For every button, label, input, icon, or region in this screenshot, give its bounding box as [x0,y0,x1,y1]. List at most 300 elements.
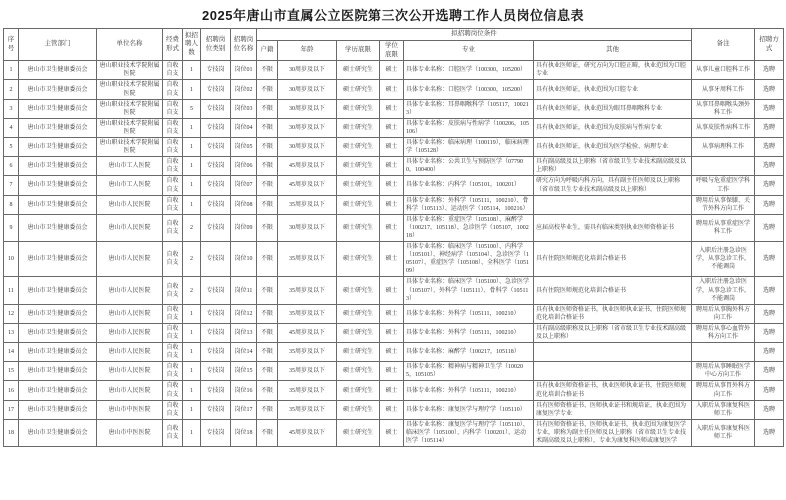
cell-hukou: 不限 [257,99,278,118]
cell-major: 具体专业名称：临床医学（105100）、急诊医学（105107）、外科学（105111）、骨科学（105113） [404,277,534,304]
cell-remark: 入职后从事康复科医师工作 [692,419,755,446]
cell-method: 选聘 [755,138,784,157]
cell-seq: 4 [4,118,19,137]
cell-seq: 2 [4,80,19,99]
cell-unit: 唐山职业技术学院附属医院 [97,138,163,157]
cell-age: 35周岁及以下 [278,242,337,277]
cell-edu: 硕士研究生 [337,242,380,277]
cell-category: 专技岗 [201,176,231,195]
header-edu: 学历底限 [337,40,380,61]
cell-edu: 硕士研究生 [337,381,380,400]
cell-funding: 自收自支 [163,304,183,323]
header-major: 专业 [404,40,534,61]
cell-major: 具体专业名称：临床医学（105100）、内科学（105101）、神经病学（105104）、急诊医学（105107）、重症医学（105108）、全科医学（105109） [404,242,534,277]
cell-dept: 唐山市卫生健康委员会 [19,400,97,419]
cell-edu: 硕士研究生 [337,118,380,137]
cell-post: 岗位03 [231,99,257,118]
cell-funding: 自收自支 [163,138,183,157]
cell-major: 具体专业名称：麻醉学（100217，105118） [404,343,534,362]
cell-dept: 唐山市卫生健康委员会 [19,138,97,157]
cell-dept: 唐山市卫生健康委员会 [19,99,97,118]
cell-major: 具体专业名称：口腔医学（100300，105200） [404,80,534,99]
header-funding: 经费形式 [163,29,183,61]
table-row [4,99,784,118]
cell-edu: 硕士研究生 [337,138,380,157]
cell-degree: 硕士 [380,61,404,80]
table-row [4,362,784,381]
cell-hukou: 不限 [257,400,278,419]
cell-funding: 自收自支 [163,400,183,419]
cell-other: 具有医师资格证书、医师执业证书，执业范围为康复医学专业，职称为副主任医师及以上职称（省市级卫生专业技术副高级及以上职称），专业为康复科医师或康复医学 [534,419,692,446]
cell-degree: 硕士 [380,277,404,304]
cell-count: 1 [183,381,201,400]
cell-count: 1 [183,362,201,381]
cell-funding: 自收自支 [163,381,183,400]
cell-other: 具有执业医师资格证书，执业医师执业证书，住院医师规范化培训合格证书 [534,304,692,323]
cell-edu: 硕士研究生 [337,362,380,381]
table-row [4,138,784,157]
cell-remark: 呼吸与危重症医学科工作 [692,176,755,195]
job-positions-table [3,28,784,447]
cell-funding: 自收自支 [163,157,183,176]
cell-degree: 硕士 [380,176,404,195]
cell-seq: 5 [4,138,19,157]
header-count: 拟招聘人数 [183,29,201,61]
cell-major: 具体专业名称：公共卫生与预防医学（077900，100400） [404,157,534,176]
cell-method: 选聘 [755,343,784,362]
cell-count: 1 [183,323,201,342]
cell-unit: 唐山市人民医院 [97,323,163,342]
cell-seq: 10 [4,242,19,277]
cell-hukou: 不限 [257,242,278,277]
cell-funding: 自收自支 [163,80,183,99]
table-row [4,323,784,342]
cell-seq: 13 [4,323,19,342]
cell-remark: 入职后从事康复科医师工作 [692,400,755,419]
cell-age: 35周岁及以下 [278,277,337,304]
cell-age: 35周岁及以下 [278,400,337,419]
cell-post: 岗位14 [231,343,257,362]
table-row [4,277,784,304]
cell-major: 具体专业名称：外科学（105111，100210） [404,323,534,342]
cell-post: 岗位15 [231,362,257,381]
header-seq: 序号 [4,29,19,61]
cell-major: 具体专业名称：外科学（105111，100210）、骨科学（105113）、运动医学（105114，100216） [404,195,534,214]
cell-age: 30周岁及以下 [278,61,337,80]
cell-unit: 唐山市人民医院 [97,214,163,241]
cell-unit: 唐山市人民医院 [97,381,163,400]
cell-remark: 聘用后从事心血管外科方向工作 [692,323,755,342]
cell-post: 岗位08 [231,195,257,214]
cell-count: 2 [183,214,201,241]
cell-degree: 硕士 [380,343,404,362]
cell-seq: 9 [4,214,19,241]
cell-dept: 唐山市卫生健康委员会 [19,118,97,137]
cell-age: 45周岁及以下 [278,157,337,176]
cell-degree: 硕士 [380,99,404,118]
cell-hukou: 不限 [257,80,278,99]
cell-funding: 自收自支 [163,61,183,80]
cell-dept: 唐山市卫生健康委员会 [19,61,97,80]
cell-hukou: 不限 [257,277,278,304]
table-row [4,118,784,137]
cell-unit: 唐山市人民医院 [97,195,163,214]
cell-count: 1 [183,138,201,157]
table-row [4,343,784,362]
cell-age: 30周岁及以下 [278,118,337,137]
cell-method: 选聘 [755,118,784,137]
cell-post: 岗位16 [231,381,257,400]
table-row [4,304,784,323]
cell-major: 具体专业名称：耳鼻咽喉科学（105117，100213） [404,99,534,118]
cell-major: 具体专业名称：康复医学与理疗学（105110） [404,400,534,419]
table-row [4,176,784,195]
cell-other: 具有执业医师证，执业范围为口腔专业 [534,80,692,99]
cell-remark: 聘用后从事睡眠医学中心方向工作 [692,362,755,381]
cell-method: 选聘 [755,80,784,99]
cell-post: 岗位02 [231,80,257,99]
cell-post: 岗位06 [231,157,257,176]
header-method: 招聘方式 [755,29,784,61]
cell-method: 选聘 [755,323,784,342]
cell-unit: 唐山市工人医院 [97,157,163,176]
cell-degree: 硕士 [380,400,404,419]
cell-age: 35周岁及以下 [278,362,337,381]
cell-hukou: 不限 [257,195,278,214]
cell-hukou: 不限 [257,343,278,362]
cell-category: 专技岗 [201,195,231,214]
cell-method: 选聘 [755,419,784,446]
cell-age: 35周岁及以下 [278,195,337,214]
cell-major: 具体专业名称：外科学（105111，100210） [404,304,534,323]
cell-seq: 16 [4,381,19,400]
cell-degree: 硕士 [380,214,404,241]
cell-category: 专技岗 [201,362,231,381]
cell-other: 具有执业医师证，执业范围为眼耳鼻咽喉科专业 [534,99,692,118]
cell-edu: 硕士研究生 [337,99,380,118]
cell-post: 岗位04 [231,118,257,137]
cell-degree: 硕士 [380,118,404,137]
cell-hukou: 不限 [257,61,278,80]
cell-age: 35周岁及以下 [278,304,337,323]
cell-method: 选聘 [755,304,784,323]
cell-degree: 硕士 [380,323,404,342]
cell-method: 选聘 [755,242,784,277]
cell-major: 具体专业名称：临床病理（100119），临床病理学（105128） [404,138,534,157]
cell-other: 具有执业医师证，执业范围为皮肤病与性病专业 [534,118,692,137]
cell-major: 具体专业名称：内科学（105101，100201） [404,176,534,195]
cell-degree: 硕士 [380,157,404,176]
cell-dept: 唐山市卫生健康委员会 [19,343,97,362]
cell-post: 岗位05 [231,138,257,157]
cell-post: 岗位10 [231,242,257,277]
cell-age: 30周岁及以下 [278,99,337,118]
cell-degree: 硕士 [380,304,404,323]
cell-hukou: 不限 [257,176,278,195]
cell-remark: 从事牙周科工作 [692,80,755,99]
cell-method: 选聘 [755,400,784,419]
cell-seq: 18 [4,419,19,446]
cell-post: 岗位18 [231,419,257,446]
cell-count: 5 [183,99,201,118]
cell-seq: 12 [4,304,19,323]
cell-edu: 硕士研究生 [337,195,380,214]
cell-method: 选聘 [755,195,784,214]
cell-hukou: 不限 [257,214,278,241]
cell-edu: 硕士研究生 [337,323,380,342]
cell-major: 具体专业名称：重症医学（105108）、麻醉学（100217，105118）、急诊医学（105107，100218） [404,214,534,241]
cell-unit: 唐山职业技术学院附属医院 [97,99,163,118]
cell-count: 1 [183,61,201,80]
table-body [4,61,784,447]
cell-dept: 唐山市卫生健康委员会 [19,80,97,99]
header-dept: 主管部门 [19,29,97,61]
cell-post: 岗位17 [231,400,257,419]
cell-edu: 硕士研究生 [337,277,380,304]
cell-other: 具有执业医师资格证书，执业医师执业证书，住院医师规范化培训合格证书 [534,381,692,400]
cell-hukou: 不限 [257,304,278,323]
cell-funding: 自收自支 [163,118,183,137]
cell-count: 1 [183,343,201,362]
cell-dept: 唐山市卫生健康委员会 [19,195,97,214]
cell-remark: 聘用后从事胃外科方向工作 [692,381,755,400]
cell-age: 45周岁及以下 [278,176,337,195]
cell-hukou: 不限 [257,362,278,381]
cell-seq: 7 [4,176,19,195]
cell-unit: 唐山市人民医院 [97,304,163,323]
cell-age: 45周岁及以下 [278,419,337,446]
cell-category: 专技岗 [201,157,231,176]
cell-category: 专技岗 [201,138,231,157]
cell-remark: 从事儿童口腔科工作 [692,61,755,80]
cell-method: 选聘 [755,362,784,381]
cell-edu: 硕士研究生 [337,214,380,241]
cell-post: 岗位11 [231,277,257,304]
cell-edu: 硕士研究生 [337,400,380,419]
cell-count: 1 [183,195,201,214]
cell-other [534,343,692,362]
cell-age: 30周岁及以下 [278,80,337,99]
cell-seq: 1 [4,61,19,80]
cell-method: 选聘 [755,176,784,195]
cell-dept: 唐山市卫生健康委员会 [19,242,97,277]
cell-dept: 唐山市卫生健康委员会 [19,157,97,176]
table-row [4,195,784,214]
cell-funding: 自收自支 [163,99,183,118]
cell-count: 1 [183,157,201,176]
page-title: 2025年唐山市直属公立医院第三次公开选聘工作人员岗位信息表 [202,8,584,23]
cell-major: 具体专业名称：口腔医学（100300，105200） [404,61,534,80]
cell-edu: 硕士研究生 [337,304,380,323]
cell-funding: 自收自支 [163,343,183,362]
cell-post: 岗位12 [231,304,257,323]
cell-unit: 唐山市中医医院 [97,400,163,419]
cell-category: 专技岗 [201,80,231,99]
cell-post: 岗位07 [231,176,257,195]
cell-edu: 硕士研究生 [337,176,380,195]
table-row [4,157,784,176]
header-age: 年龄 [278,40,337,61]
cell-dept: 唐山市卫生健康委员会 [19,176,97,195]
cell-category: 专技岗 [201,99,231,118]
cell-age: 30周岁及以下 [278,138,337,157]
cell-count: 2 [183,242,201,277]
cell-remark [692,157,755,176]
cell-seq: 11 [4,277,19,304]
header-other: 其他 [534,40,692,61]
cell-age: 35周岁及以下 [278,343,337,362]
cell-method: 选聘 [755,61,784,80]
cell-funding: 自收自支 [163,242,183,277]
cell-age: 35周岁及以下 [278,381,337,400]
cell-category: 专技岗 [201,381,231,400]
cell-degree: 硕士 [380,242,404,277]
cell-count: 1 [183,304,201,323]
cell-unit: 唐山职业技术学院附属医院 [97,80,163,99]
cell-degree: 硕士 [380,138,404,157]
cell-seq: 6 [4,157,19,176]
cell-funding: 自收自支 [163,419,183,446]
cell-method: 选聘 [755,277,784,304]
cell-major: 具体专业名称：康复医学与理疗学（105110）、临床医学（105100）、内科学（100201）、运动医学（105114） [404,419,534,446]
header-conditions-group: 拟招聘岗位条件 [257,29,692,41]
cell-major: 具体专业名称：外科学（105111，100210） [404,381,534,400]
header-post: 招聘岗位名称 [231,29,257,61]
cell-hukou: 不限 [257,419,278,446]
cell-edu: 硕士研究生 [337,61,380,80]
cell-major: 具体专业名称：皮肤病与性病学（100206，105106） [404,118,534,137]
cell-post: 岗位09 [231,214,257,241]
cell-dept: 唐山市卫生健康委员会 [19,323,97,342]
cell-category: 专技岗 [201,277,231,304]
table-header [4,29,784,61]
cell-funding: 自收自支 [163,195,183,214]
cell-category: 专技岗 [201,304,231,323]
cell-unit: 唐山市中医医院 [97,419,163,446]
table-row [4,381,784,400]
cell-category: 专技岗 [201,118,231,137]
header-category: 招聘岗位类别 [201,29,231,61]
cell-unit: 唐山市人民医院 [97,277,163,304]
cell-remark: 入职后注册急诊医学，从事急诊工作，不能调岗 [692,242,755,277]
cell-post: 岗位13 [231,323,257,342]
cell-funding: 自收自支 [163,176,183,195]
cell-edu: 硕士研究生 [337,419,380,446]
cell-category: 专技岗 [201,323,231,342]
cell-unit: 唐山市人民医院 [97,343,163,362]
cell-edu: 硕士研究生 [337,343,380,362]
cell-remark: 聘用后从事保膝、关节外科方向工作 [692,195,755,214]
cell-category: 专技岗 [201,242,231,277]
cell-remark: 入职后注册急诊医学，从事急诊工作，不能调岗 [692,277,755,304]
cell-hukou: 不限 [257,138,278,157]
cell-method: 选聘 [755,214,784,241]
cell-category: 专技岗 [201,214,231,241]
cell-count: 1 [183,419,201,446]
cell-hukou: 不限 [257,118,278,137]
cell-hukou: 不限 [257,323,278,342]
cell-other: 应届高校毕业生，需具有临床类别执业医师资格证书 [534,214,692,241]
cell-seq: 14 [4,343,19,362]
cell-other: 具有住院医师规范化培训合格证书 [534,277,692,304]
cell-age: 45周岁及以下 [278,323,337,342]
cell-method: 选聘 [755,381,784,400]
table-row [4,214,784,241]
header-degree: 学位底限 [380,40,404,61]
cell-major: 具体专业名称：精神病与精神卫生学（100205，105105） [404,362,534,381]
cell-dept: 唐山市卫生健康委员会 [19,419,97,446]
cell-degree: 硕士 [380,80,404,99]
cell-edu: 硕士研究生 [337,157,380,176]
cell-other [534,195,692,214]
cell-funding: 自收自支 [163,362,183,381]
cell-dept: 唐山市卫生健康委员会 [19,304,97,323]
cell-unit: 唐山职业技术学院附属医院 [97,118,163,137]
table-row [4,80,784,99]
cell-category: 专技岗 [201,61,231,80]
cell-remark: 从事皮肤性病科工作 [692,118,755,137]
cell-count: 1 [183,400,201,419]
cell-category: 专技岗 [201,419,231,446]
cell-other [534,362,692,381]
cell-other: 具有住院医师规范化培训合格证书 [534,242,692,277]
cell-method: 选聘 [755,99,784,118]
cell-count: 1 [183,118,201,137]
cell-remark: 从事病理科工作 [692,138,755,157]
cell-count: 1 [183,80,201,99]
cell-funding: 自收自支 [163,277,183,304]
cell-other: 具有副高级及以上职称（省市级卫生专业技术副高级及以上职称） [534,157,692,176]
cell-method: 选聘 [755,157,784,176]
cell-count: 1 [183,176,201,195]
table-row [4,419,784,446]
header-remark: 备注 [692,29,755,61]
cell-hukou: 不限 [257,381,278,400]
cell-remark: 聘用后从事重症医学科工作 [692,214,755,241]
cell-remark [692,343,755,362]
cell-remark: 聘用后从事胸外科方向工作 [692,304,755,323]
cell-other: 研究方向为呼吸内科方向，具有副主任医师及以上职称（省市级卫生专业技术副高级及以上职称） [534,176,692,195]
cell-category: 专技岗 [201,343,231,362]
cell-category: 专技岗 [201,400,231,419]
cell-degree: 硕士 [380,362,404,381]
cell-dept: 唐山市卫生健康委员会 [19,214,97,241]
cell-other: 具有执业医师证，研究方向为口腔正畸，执业范围为口腔专业 [534,61,692,80]
table-row [4,61,784,80]
cell-other: 具有医师资格证书、医师执业证书和规培证，执业范围为康复医学专业 [534,400,692,419]
cell-dept: 唐山市卫生健康委员会 [19,362,97,381]
cell-unit: 唐山市人民医院 [97,362,163,381]
table-row [4,242,784,277]
cell-unit: 唐山市人民医院 [97,242,163,277]
cell-seq: 15 [4,362,19,381]
cell-age: 30周岁及以下 [278,214,337,241]
header-hukou: 户籍 [257,40,278,61]
cell-seq: 3 [4,99,19,118]
cell-degree: 硕士 [380,195,404,214]
cell-funding: 自收自支 [163,214,183,241]
cell-dept: 唐山市卫生健康委员会 [19,277,97,304]
table-row [4,400,784,419]
cell-remark: 从事耳鼻咽喉头颈外科工作 [692,99,755,118]
cell-edu: 硕士研究生 [337,80,380,99]
cell-seq: 8 [4,195,19,214]
cell-other: 具有执业医师证，执业范围为医学检验、病理专业 [534,138,692,157]
cell-post: 岗位01 [231,61,257,80]
cell-seq: 17 [4,400,19,419]
cell-other: 具有副高级职称及以上职称（省市级卫生专业技术副高级及以上职称） [534,323,692,342]
cell-count: 2 [183,277,201,304]
